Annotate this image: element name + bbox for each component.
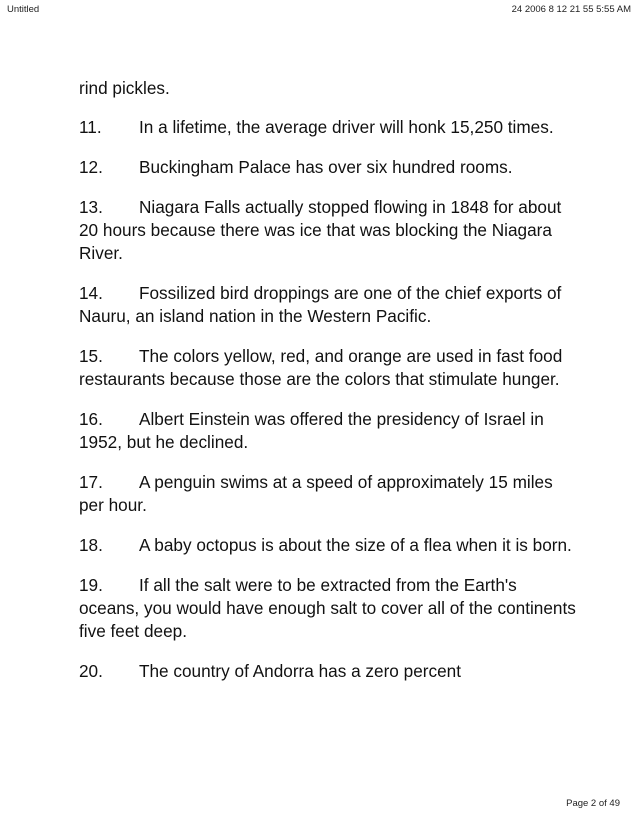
fact-number: 12. [79, 157, 103, 177]
fact-text: The colors yellow, red, and orange are used in fast food restaurants because those are the colors that stimulate hunger. [79, 346, 563, 389]
fact-item [79, 345, 579, 391]
fact-text: A baby octopus is about the size of a flea when it is born. [139, 535, 572, 555]
fact-item [79, 282, 579, 328]
fact-item [79, 196, 579, 265]
fact-item [79, 116, 579, 139]
fact-number: 11. [79, 117, 102, 137]
page-number: Page 2 of 49 [566, 798, 620, 809]
fact-text: Fossilized bird droppings are one of the chief exports of Nauru, an island nation in the Western Pacific. [79, 283, 562, 326]
fact-number: 18. [79, 535, 103, 555]
fact-text: Buckingham Palace has over six hundred rooms. [139, 157, 513, 177]
fact-number: 15. [79, 346, 103, 366]
fact-item [79, 534, 579, 557]
fact-text: A penguin swims at a speed of approximately 15 miles per hour. [79, 472, 553, 515]
fact-text: Albert Einstein was offered the presidency of Israel in 1952, but he declined. [79, 409, 544, 452]
fact-text: The country of Andorra has a zero percent [139, 661, 461, 681]
print-date: 24 2006 8 12 21 55 5:55 AM [511, 4, 631, 15]
fact-number: 20. [79, 661, 103, 681]
fact-item [79, 471, 579, 517]
document-title: Untitled [7, 4, 40, 15]
fact-item [79, 660, 579, 683]
fact-number: 14. [79, 283, 103, 303]
fact-item [79, 156, 579, 179]
fact-text: Niagara Falls actually stopped flowing in 1848 for about 20 hours because there was ice that was blocking the Niagara River. [79, 197, 562, 263]
fact-text: In a lifetime, the average driver will honk 15,250 times. [139, 117, 554, 137]
fact-text: If all the salt were to be extracted from the Earth's oceans, you would have enough salt to cover all of the continents five feet deep. [79, 575, 576, 641]
fact-item [79, 408, 579, 454]
fact-number: 16. [79, 409, 103, 429]
fact-number: 19. [79, 575, 103, 595]
fact-number: 13. [79, 197, 103, 217]
continued-text: rind pickles. [79, 78, 170, 98]
page-content [79, 77, 579, 700]
fact-item [79, 574, 579, 643]
fact-number: 17. [79, 472, 103, 492]
